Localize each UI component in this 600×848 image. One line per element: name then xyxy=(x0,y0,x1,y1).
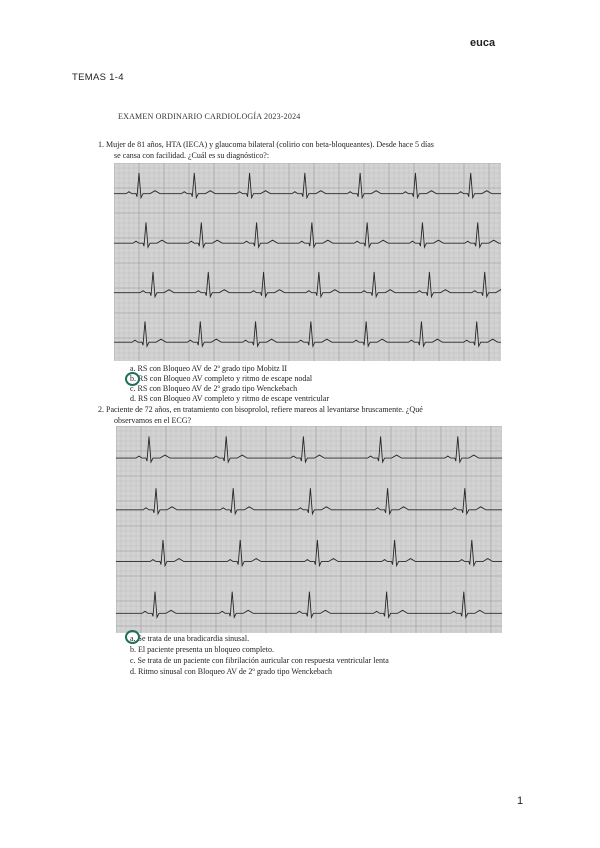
question-1-option-d: d. RS con Bloqueo AV completo y ritmo de escape ventricular xyxy=(130,394,329,403)
ecg-image-question-2 xyxy=(116,426,502,633)
exam-title: EXAMEN ORDINARIO CARDIOLOGÍA 2023-2024 xyxy=(118,112,301,121)
question-2-option-b: b. El paciente presenta un bloqueo completo. xyxy=(130,645,274,654)
question-2-option-a: a. Se trata de una bradicardia sinusal. xyxy=(130,634,250,643)
question-1-line-1: 1. Mujer de 81 años, HTA (IECA) y glaucoma bilateral (colirio con beta-bloqueantes). Desde hace 5 días xyxy=(98,140,434,149)
question-1-option-a: a. RS con Bloqueo AV de 2º grado tipo Mobitz II xyxy=(130,364,288,373)
answer-mark-circle-q2 xyxy=(125,630,140,644)
ecg-image-question-1 xyxy=(114,163,501,361)
page-number: 1 xyxy=(517,795,524,807)
answer-mark-circle-q1 xyxy=(125,372,140,386)
question-2-line-1: 2. Paciente de 72 años, en tratamiento con bisoprolol, refiere mareos al levantarse bruscamente. ¿Qué xyxy=(98,405,423,414)
question-2-line-2: observamos en el ECG? xyxy=(114,416,192,425)
question-2-option-c: c. Se trata de un paciente con fibrilación auricular con respuesta ventricular lenta xyxy=(130,656,389,665)
brand-logo-text: euca xyxy=(470,37,496,49)
question-2-option-d: d. Ritmo sinusal con Bloqueo AV de 2º grado tipo Wenckebach xyxy=(130,667,333,676)
question-1-line-2: se cansa con facilidad. ¿Cuál es su diagnóstico?: xyxy=(114,151,270,160)
question-1-option-c: c. RS con Bloqueo AV de 2º grado tipo Wenckebach xyxy=(130,384,298,393)
question-1-option-b: b. RS con Bloqueo AV completo y ritmo de escape nodal xyxy=(130,374,313,383)
section-title: TEMAS 1-4 xyxy=(72,72,124,83)
